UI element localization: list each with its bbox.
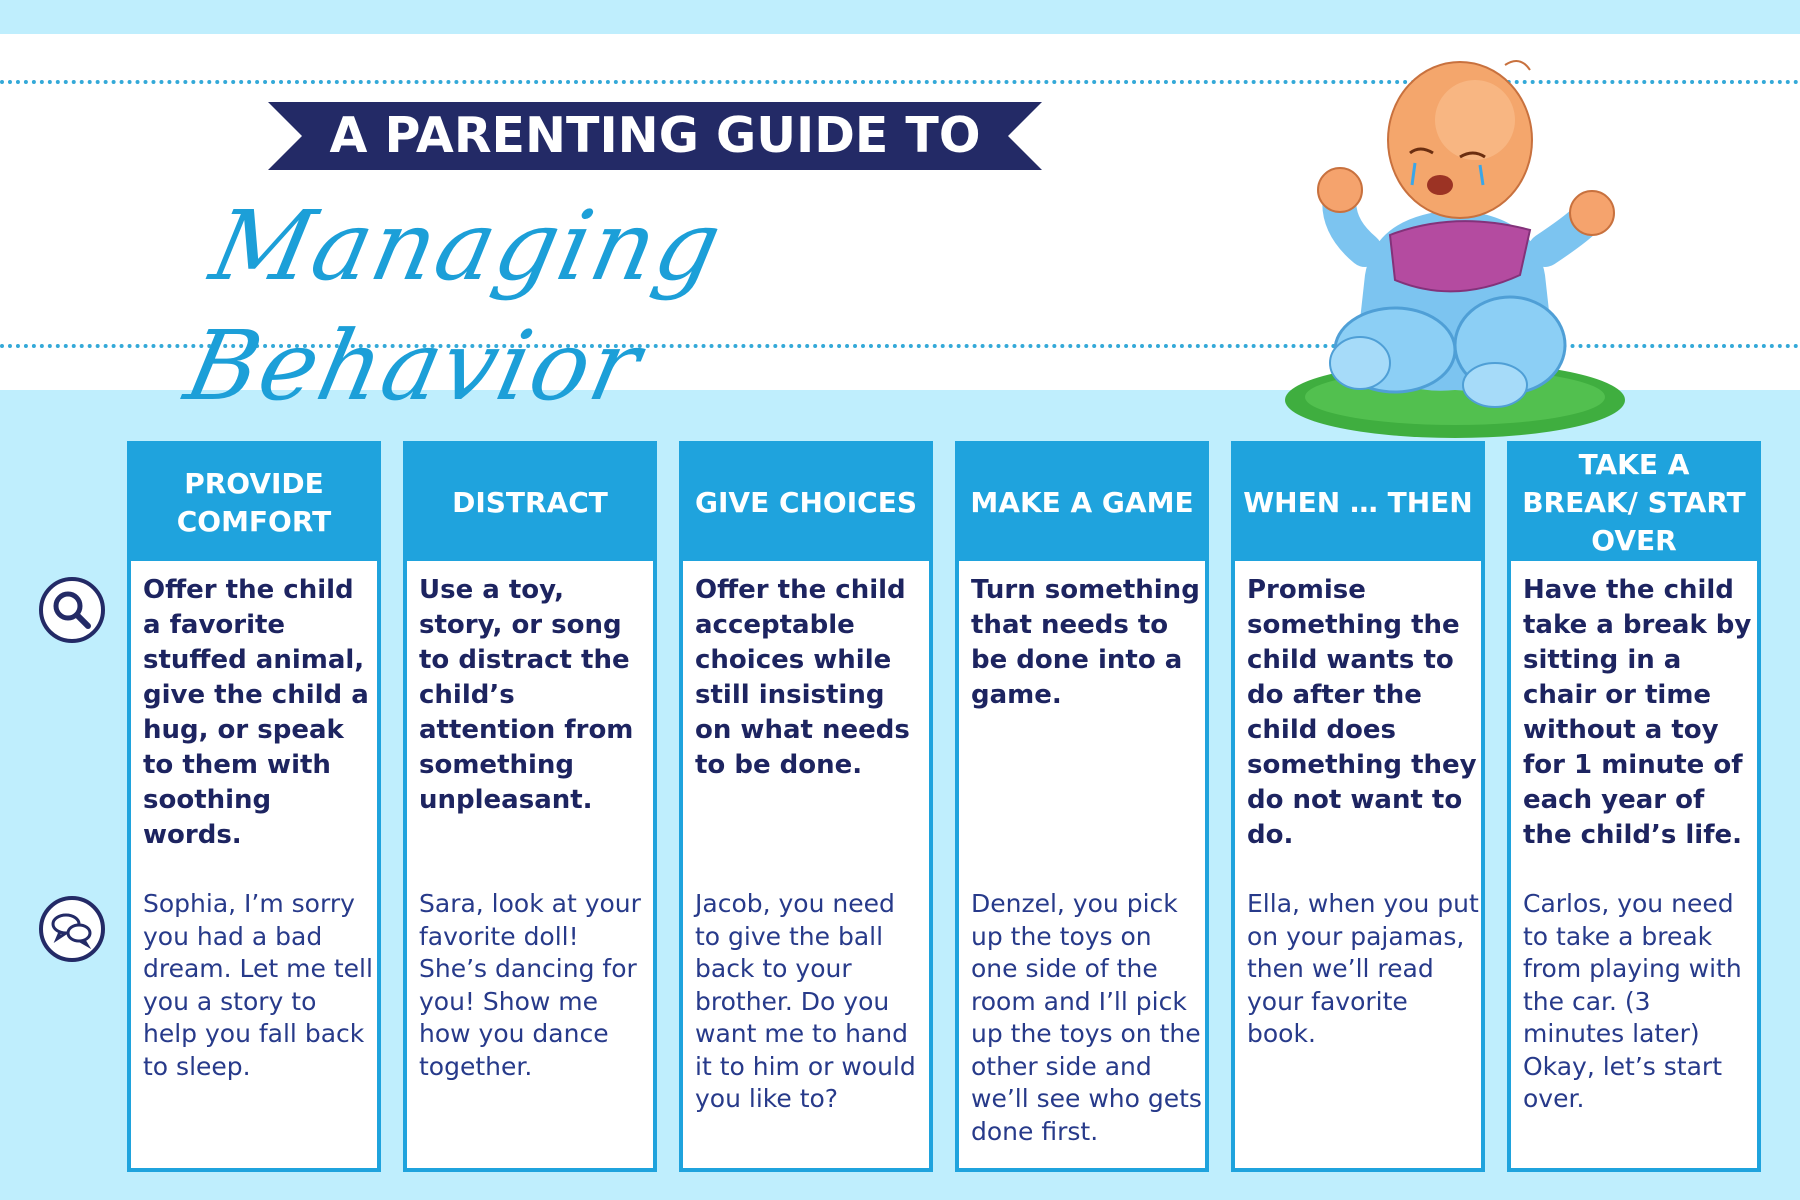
column-distract <box>403 441 657 1172</box>
column-example: Sophia, I’m sorry you had a bad dream. Let me tell you a story to help you fall back to sleep. <box>143 889 373 1081</box>
column-title: PROVIDE COMFORT <box>131 445 377 561</box>
column-description: Use a toy, story, or song to distract the child’s attention from something unpleasant. <box>419 575 634 815</box>
column-title: GIVE CHOICES <box>683 445 929 561</box>
crying-baby-illustration <box>1255 45 1655 445</box>
column-give-choices <box>679 441 933 1172</box>
column-title: DISTRACT <box>407 445 653 561</box>
column-make-a-game <box>955 441 1209 1172</box>
column-description: Turn something that needs to be done into a game. <box>971 575 1200 710</box>
column-provide-comfort <box>127 441 381 1172</box>
top-band <box>0 0 1800 34</box>
column-example: Jacob, you need to give the ball back to your brother. Do you want me to hand it to him or would you like to? <box>695 889 916 1113</box>
magnifier-icon <box>38 576 106 644</box>
script-title: Managing Behavior <box>176 190 732 422</box>
column-title: WHEN … THEN <box>1235 445 1481 561</box>
column-description: Have the child take a break by sitting in a chair or time without a toy for 1 minute of each year of the child’s life. <box>1523 575 1752 850</box>
column-title: TAKE A BREAK/ START OVER <box>1511 445 1757 561</box>
column-example: Carlos, you need to take a break from playing with the car. (3 minutes later) Okay, let’s start over. <box>1523 889 1742 1113</box>
title-banner <box>268 102 1042 170</box>
column-example: Denzel, you pick up the toys on one side of the room and I’ll pick up the toys on the other side and we’ll see who gets done first. <box>971 889 1202 1146</box>
banner-text: A PARENTING GUIDE TO <box>329 107 981 164</box>
column-example: Ella, when you put on your pajamas, then we’ll read your favorite book. <box>1247 889 1479 1048</box>
column-when-then <box>1231 441 1485 1172</box>
column-description: Offer the child acceptable choices while still insisting on what needs to be done. <box>695 575 910 780</box>
column-example: Sara, look at your favorite doll! She’s dancing for you! Show me how you dance together. <box>419 889 641 1081</box>
column-description: Offer the child a favorite stuffed animal, give the child a hug, or speak to them with soothing words. <box>143 575 369 850</box>
column-description: Promise something the child wants to do after the child does something they do not want to do. <box>1247 575 1477 850</box>
speech-bubbles-icon <box>38 895 106 963</box>
column-take-a-break <box>1507 441 1761 1172</box>
column-title: MAKE A GAME <box>959 445 1205 561</box>
